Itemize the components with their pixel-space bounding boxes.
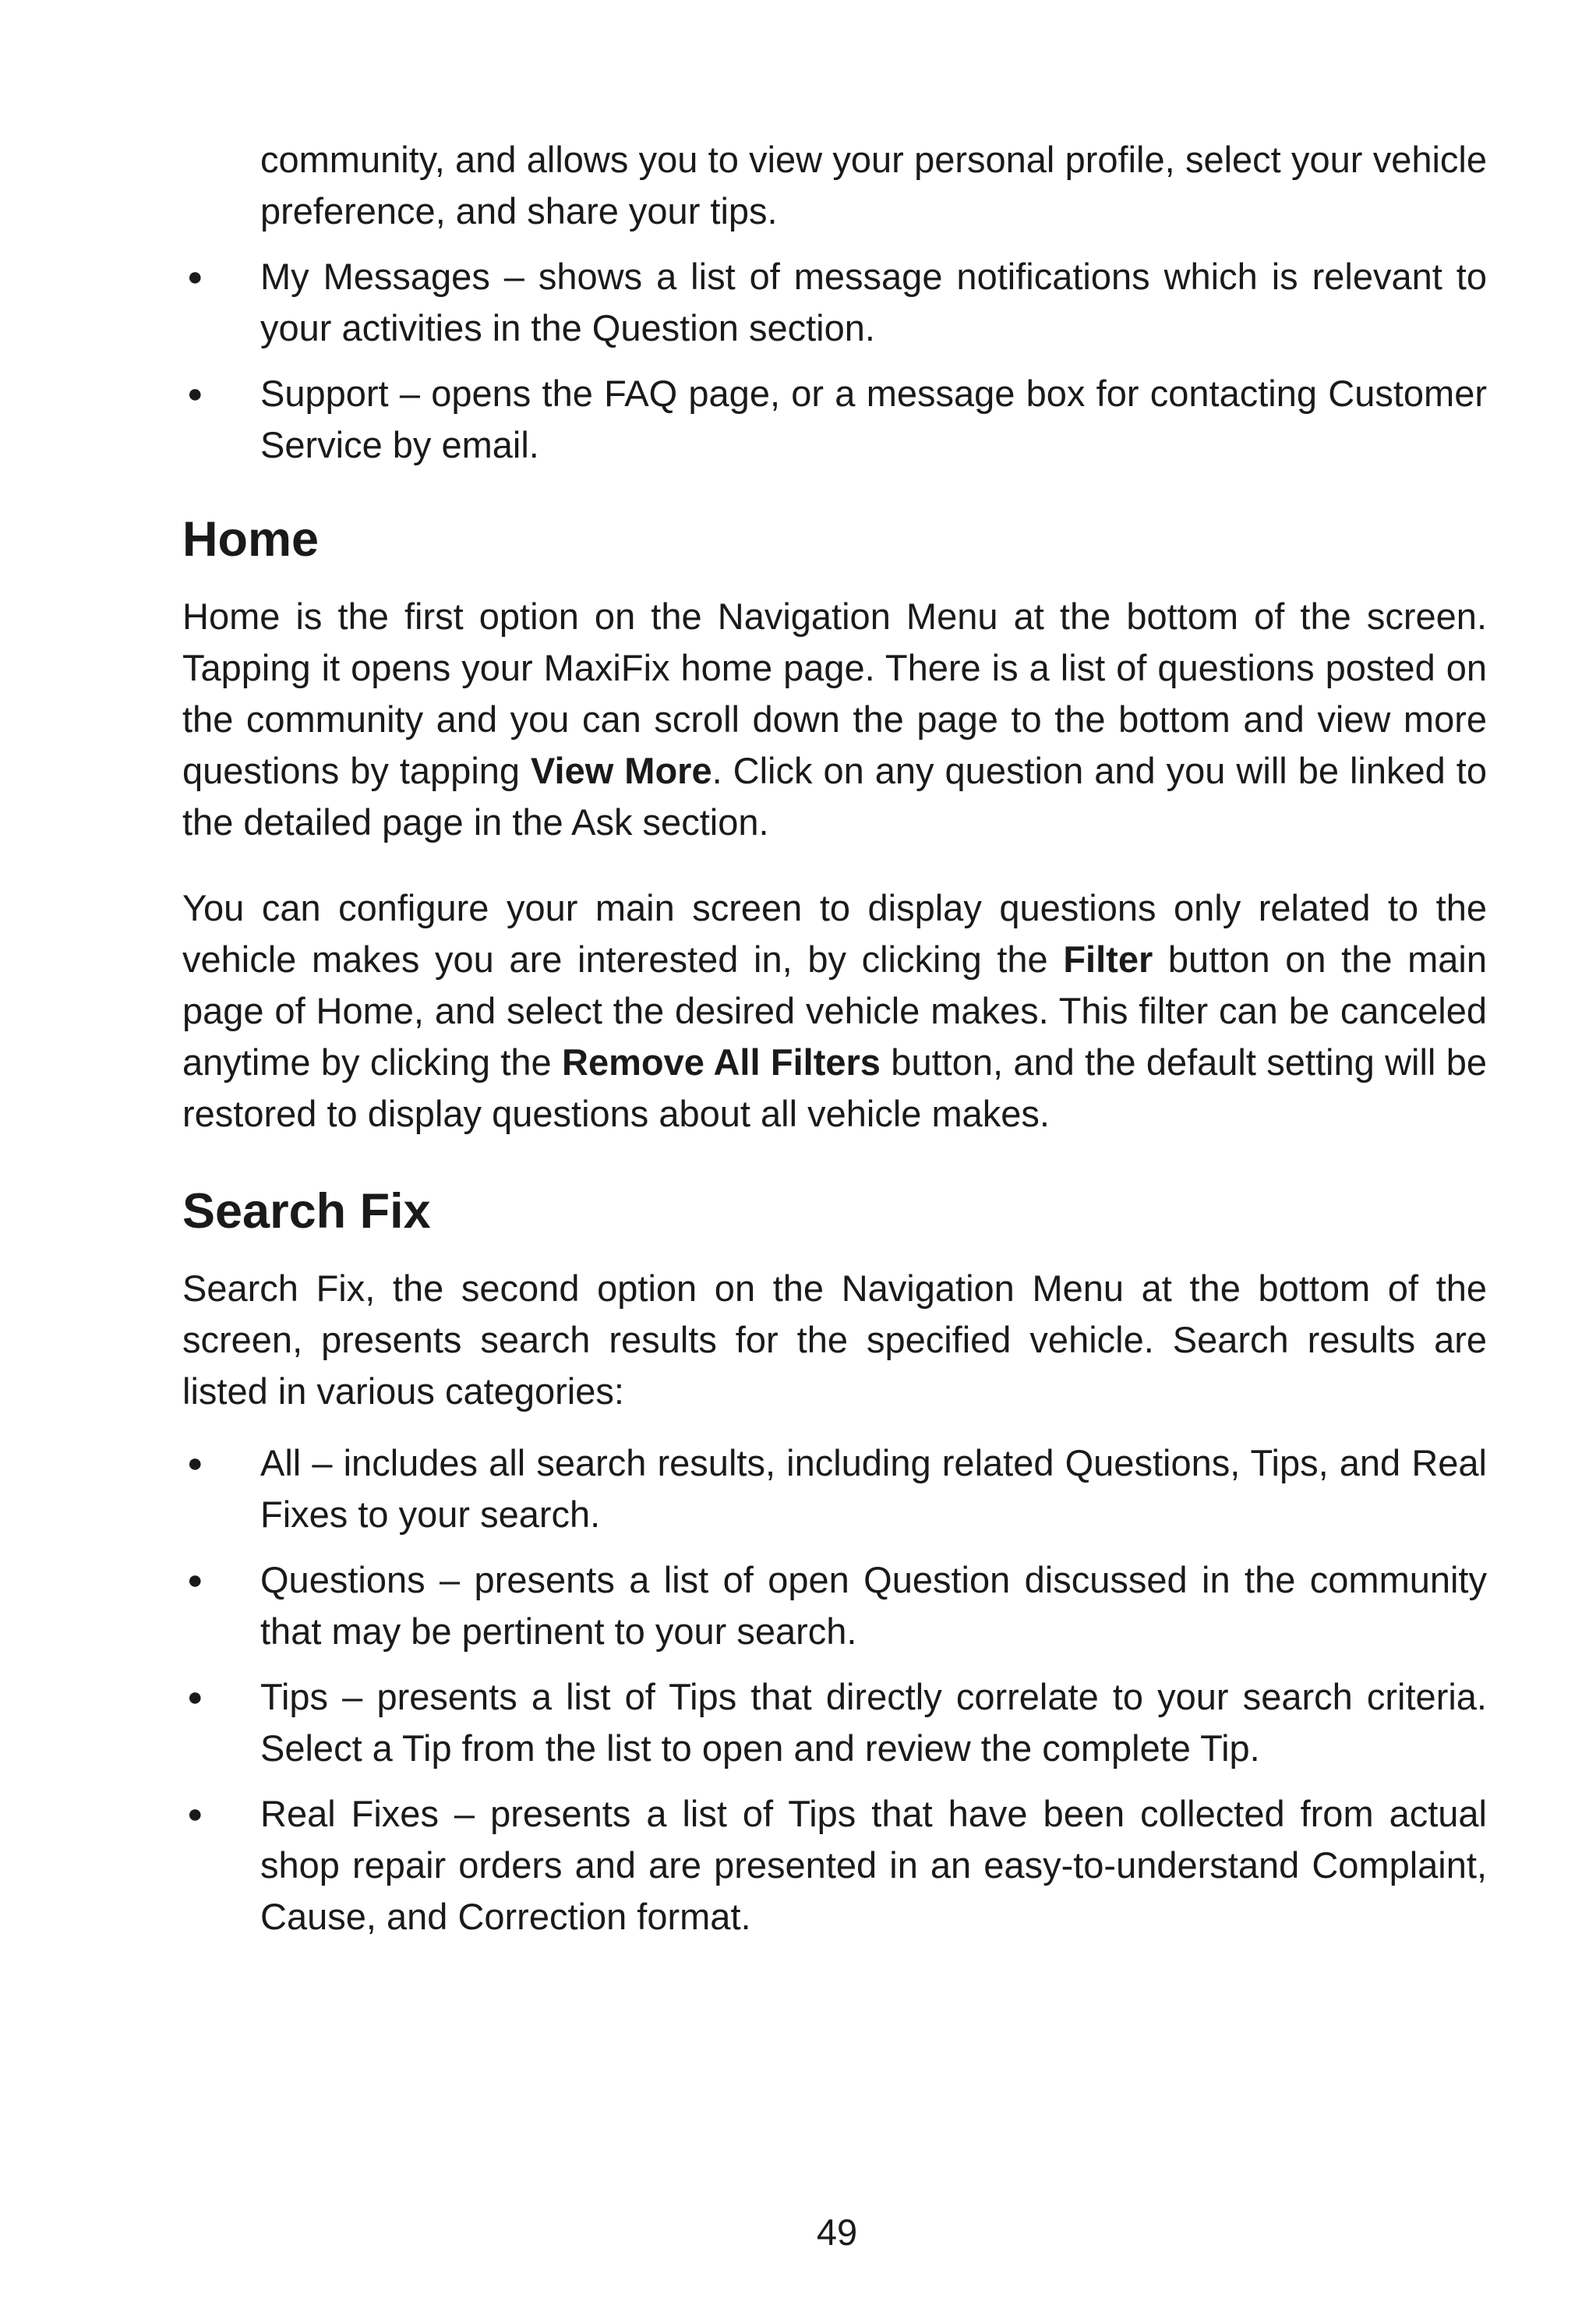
bullet-text-all: All – includes all search results, including related Questions, Tips, and Real Fixes to your search. — [260, 1442, 1487, 1535]
section-heading-home: Home — [182, 512, 320, 567]
bullet-icon: ● — [187, 1682, 203, 1712]
bullet-icon: ● — [187, 1448, 203, 1478]
page-content — [182, 134, 1487, 1943]
home-p2-text-c: button, and the default setting will be restored to display questions about all vehicle makes. — [182, 1041, 1487, 1134]
bullet-text-real-fixes: Real Fixes – presents a list of Tips that have been collected from actual shop repair orders and are presented in an easy-to-understand Complaint, Cause, and Correction format. — [260, 1793, 1487, 1937]
home-p1-text-b: . Click on any question and you will be linked to the detailed page in the Ask section. — [182, 750, 1487, 843]
list-item — [182, 1437, 1487, 1540]
bullet-text-tips: Tips – presents a list of Tips that directly correlate to your search criteria. Select a Tip from the list to open and review the complete Tip. — [260, 1676, 1487, 1769]
search-fix-intro: Search Fix, the second option on the Navigation Menu at the bottom of the screen, presents search results for the specified vehicle. Search results are listed in various categories: — [182, 1267, 1487, 1412]
section-heading-search-fix: Search Fix — [182, 1184, 431, 1239]
bullet-icon: ● — [187, 1799, 203, 1829]
search-fix-bullet-list — [182, 1437, 1487, 1943]
bullet-text-questions: Questions – presents a list of open Question discussed in the community that may be pertinent to your search. — [260, 1559, 1487, 1652]
list-item — [182, 1671, 1487, 1774]
list-item — [182, 251, 1487, 354]
home-paragraph-1 — [182, 591, 1487, 848]
filter-term: Filter — [1063, 939, 1153, 980]
top-bullet-list — [182, 251, 1487, 471]
list-item — [182, 1554, 1487, 1657]
home-p1-text-a: Home is the first option on the Navigation Menu at the bottom of the screen. Tapping it opens your MaxiFix home page. There is a list of questions posted on the community and you can scroll down the page to the bottom and view more questions by tapping — [182, 596, 1487, 791]
continuation-paragraph: community, and allows you to view your personal profile, select your vehicle preference, and share your tips. — [260, 139, 1487, 232]
bullet-icon: ● — [187, 262, 203, 292]
bullet-icon: ● — [187, 379, 203, 408]
list-item — [182, 368, 1487, 471]
home-paragraph-2 — [182, 882, 1487, 1140]
page-number: 49 — [816, 2211, 858, 2253]
remove-all-filters-term: Remove All Filters — [562, 1041, 881, 1083]
bullet-text-support: Support – opens the FAQ page, or a message box for contacting Customer Service by email. — [260, 373, 1487, 465]
bullet-icon: ● — [187, 1565, 203, 1595]
view-more-term: View More — [531, 750, 712, 791]
home-p2-text-b: button on the main page of Home, and select the desired vehicle makes. This filter can be canceled anytime by clicking the — [182, 939, 1487, 1083]
list-item — [182, 1788, 1487, 1943]
home-p2-text-a: You can configure your main screen to display questions only related to the vehicle makes you are interested in, by clicking the — [182, 887, 1487, 980]
bullet-text-my-messages: My Messages – shows a list of message notifications which is relevant to your activities in the Question section. — [260, 256, 1487, 348]
